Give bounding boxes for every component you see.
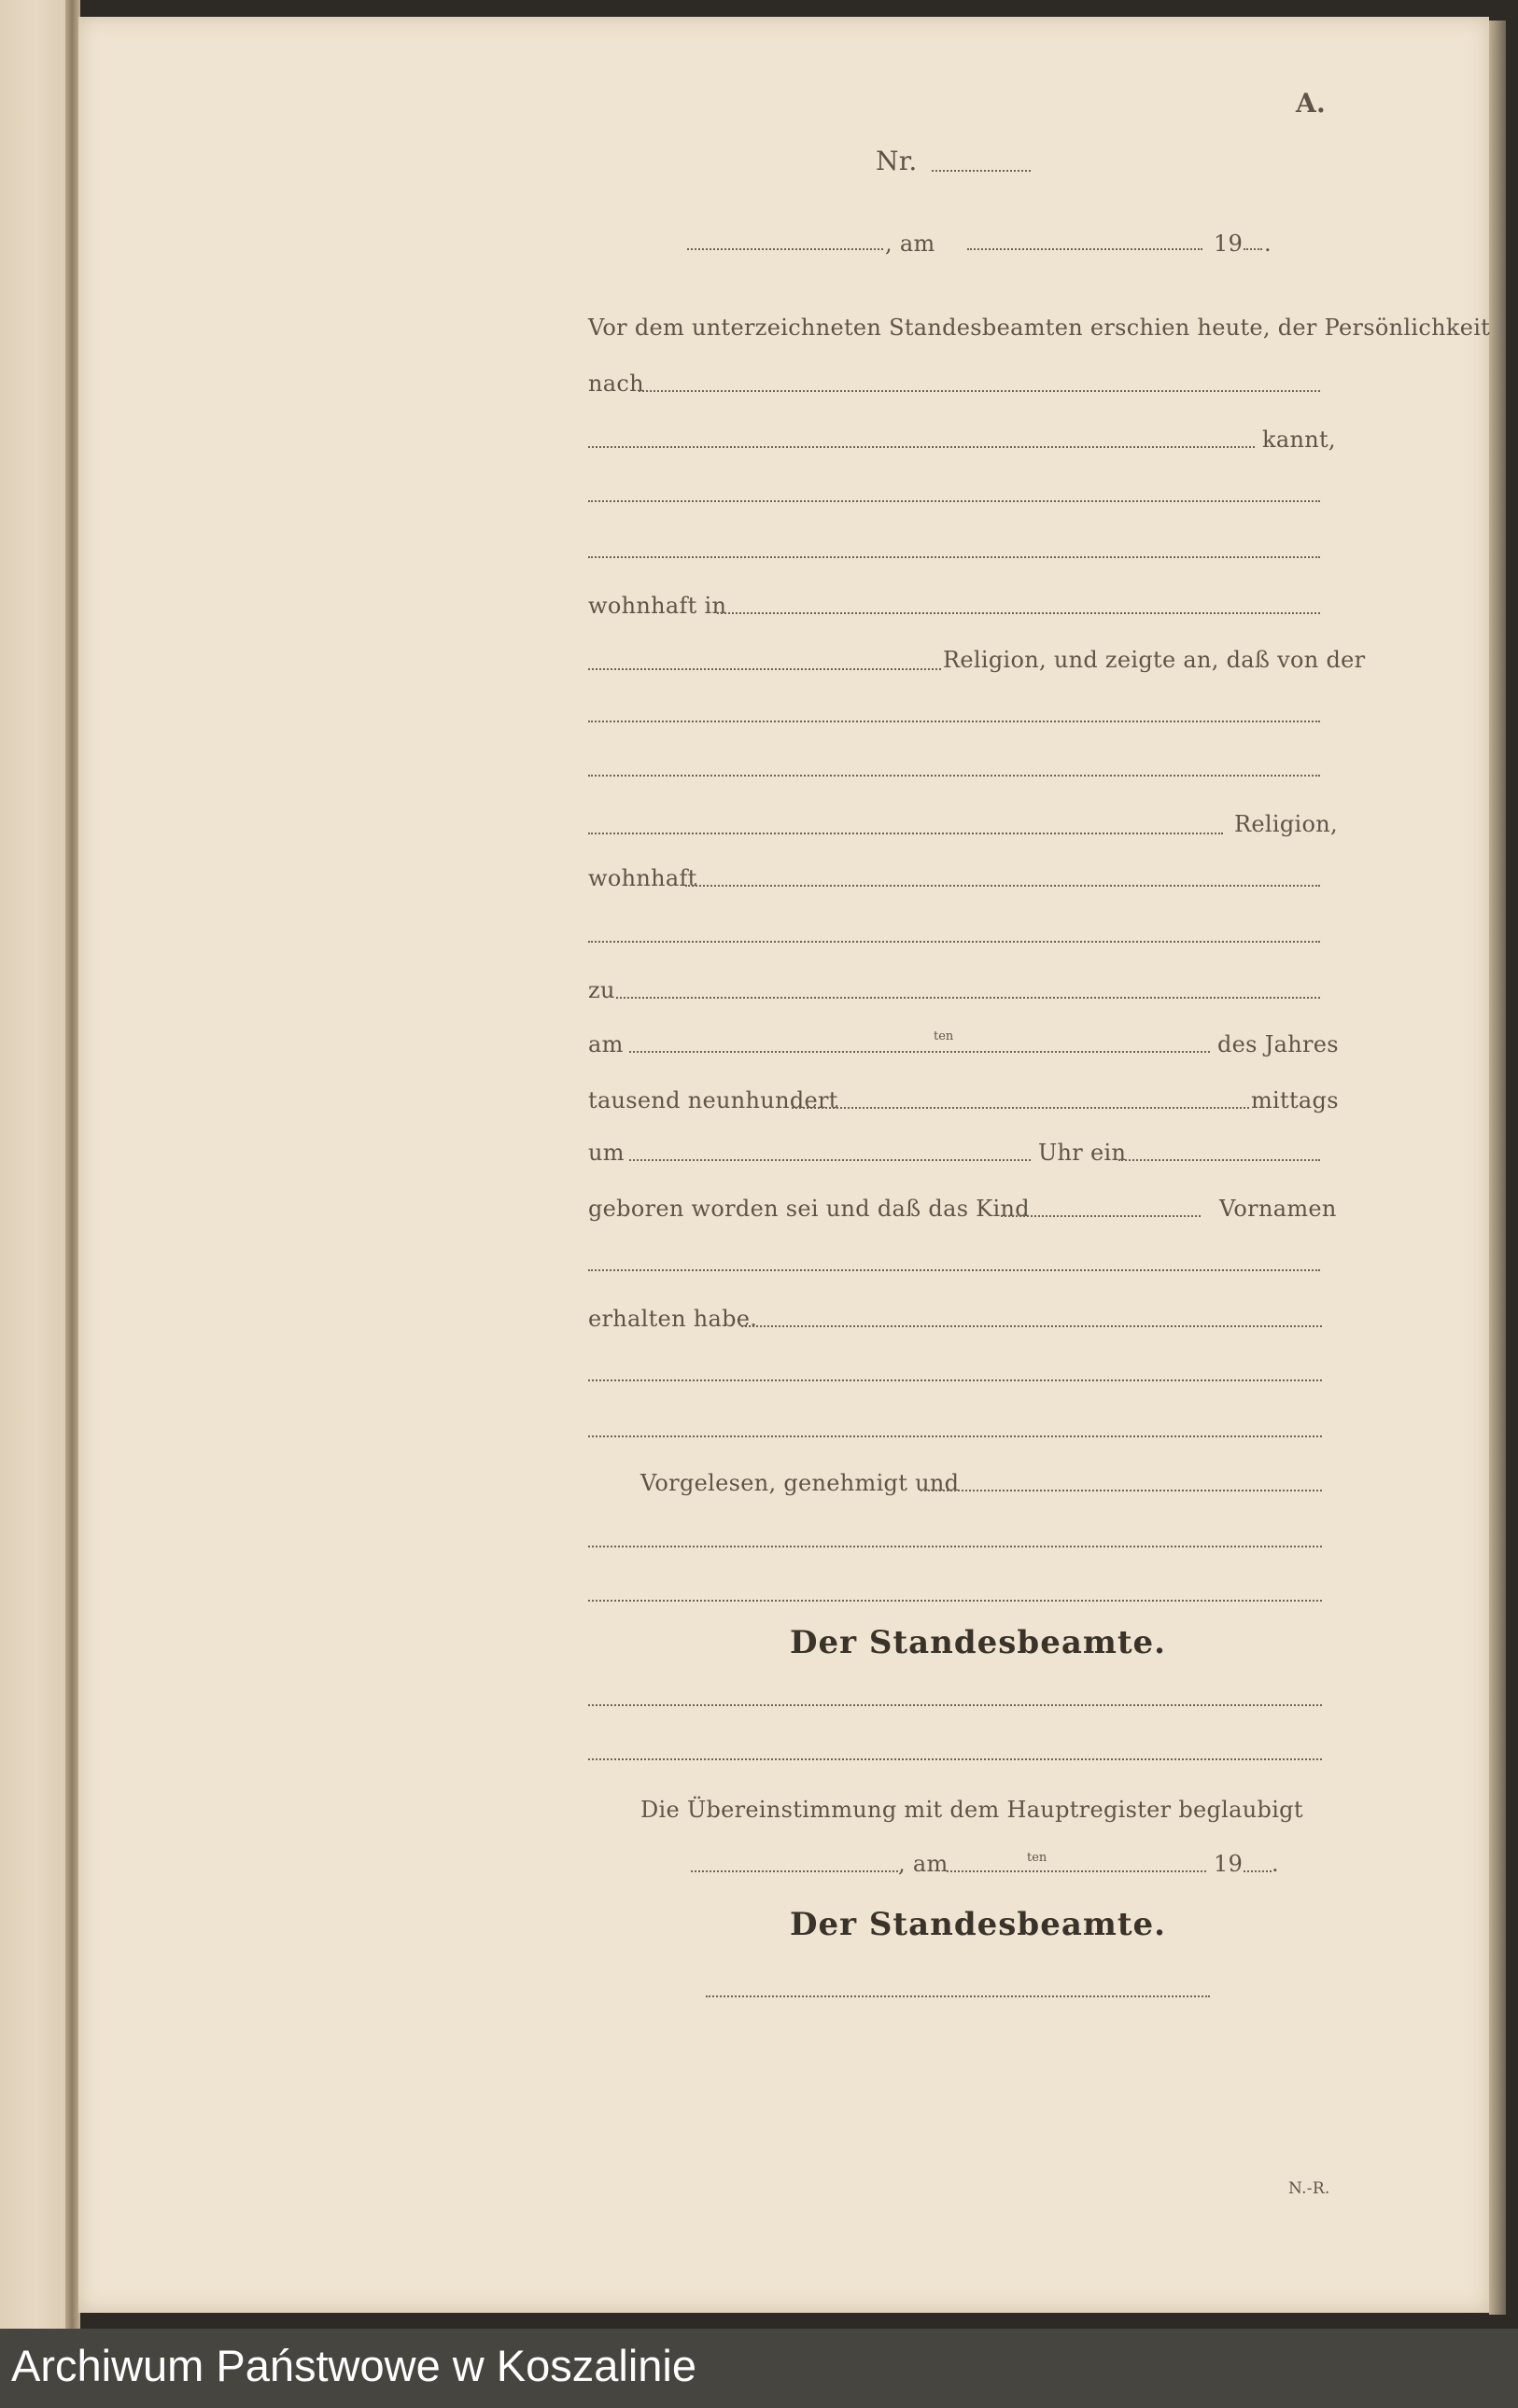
date-line [967, 248, 1202, 250]
wohnhaft-in-label: wohnhaft in [588, 593, 727, 619]
archive-name: Archiwum Państwowe w Koszalinie [11, 2341, 697, 2390]
am-label: , am [885, 231, 935, 257]
zu-label: zu [588, 977, 615, 1003]
mittags-label: mittags [1251, 1087, 1339, 1113]
geboren-text: geboren worden sei und daß das Kind [588, 1196, 1030, 1222]
date-line-2 [947, 1870, 1206, 1872]
place-line-2 [691, 1870, 898, 1872]
tausend-label: tausend neunhundert [588, 1087, 838, 1113]
erhalten-text: erhalten habe. [588, 1306, 758, 1332]
am-label-2: , am [898, 1851, 949, 1877]
archive-footer [0, 2329, 1518, 2408]
signature-line-2 [588, 1758, 1322, 1760]
ten-suffix: ten [934, 1029, 954, 1043]
line-day [629, 1051, 1210, 1053]
signature-line-1 [588, 1704, 1322, 1706]
religion-zeigte-text: Religion, und zeigte an, daß von der [943, 647, 1366, 673]
line-vorgelesen [921, 1490, 1322, 1491]
blank-line-7 [588, 1435, 1322, 1437]
line-erhalten [741, 1325, 1322, 1327]
blank-line-6 [588, 1379, 1322, 1381]
vorgelesen-text: Vorgelesen, genehmigt und [640, 1470, 960, 1496]
line-religion-1 [588, 668, 941, 670]
year-line-2 [1244, 1870, 1272, 1872]
vornamen-label: Vornamen [1219, 1196, 1337, 1222]
line-zu [616, 997, 1320, 999]
nr-label: Nr. [876, 146, 918, 176]
line-nach [639, 390, 1320, 392]
year-line [1244, 248, 1262, 250]
blank-line-1 [588, 500, 1320, 502]
religion-label: Religion, [1234, 811, 1338, 837]
footer-mark: N.-R. [1288, 2179, 1330, 2198]
um-label: um [588, 1140, 625, 1166]
line-sex [1118, 1159, 1320, 1161]
year-prefix-2: 19 [1214, 1851, 1244, 1877]
blank-line-2 [588, 556, 1320, 558]
standesbeamte-heading-1: Der Standesbeamte. [790, 1624, 1167, 1661]
line-year [792, 1107, 1249, 1109]
am-day-label: am [588, 1031, 624, 1057]
ten-suffix-2: ten [1027, 1851, 1047, 1865]
date-end: . [1264, 231, 1272, 257]
line-vornamen [588, 1269, 1320, 1271]
corner-label: A. [1296, 88, 1327, 119]
blank-line-9 [588, 1600, 1322, 1602]
nr-line [932, 170, 1031, 172]
line-kind [1001, 1215, 1201, 1217]
uebereinstimmung-text: Die Übereinstimmung mit dem Hauptregister beglaubigt [640, 1797, 1303, 1823]
line-kannt [588, 446, 1255, 448]
intro-text: Vor dem unterzeichneten Standesbeamten erschien heute, der Persönlichkeit [588, 315, 1491, 341]
blank-line-8 [588, 1546, 1322, 1547]
des-jahres-label: des Jahres [1217, 1031, 1339, 1057]
blank-line-3 [588, 721, 1320, 722]
place-line [687, 248, 883, 250]
line-religion-2 [588, 833, 1223, 834]
kannt-label: kannt, [1262, 427, 1336, 453]
line-time [629, 1159, 1031, 1161]
year-prefix: 19 [1214, 231, 1244, 257]
blank-line-5 [588, 941, 1320, 943]
nach-label: nach [588, 371, 644, 397]
standesbeamte-heading-2: Der Standesbeamte. [790, 1906, 1167, 1943]
line-wohnhaft [685, 885, 1320, 887]
date-end-2: . [1272, 1851, 1279, 1877]
signature-line-3 [706, 1995, 1210, 1997]
blank-line-4 [588, 775, 1320, 777]
uhr-ein-label: Uhr ein [1038, 1140, 1127, 1166]
line-wohnhaft-in [717, 612, 1320, 614]
wohnhaft-label: wohnhaft [588, 865, 697, 891]
